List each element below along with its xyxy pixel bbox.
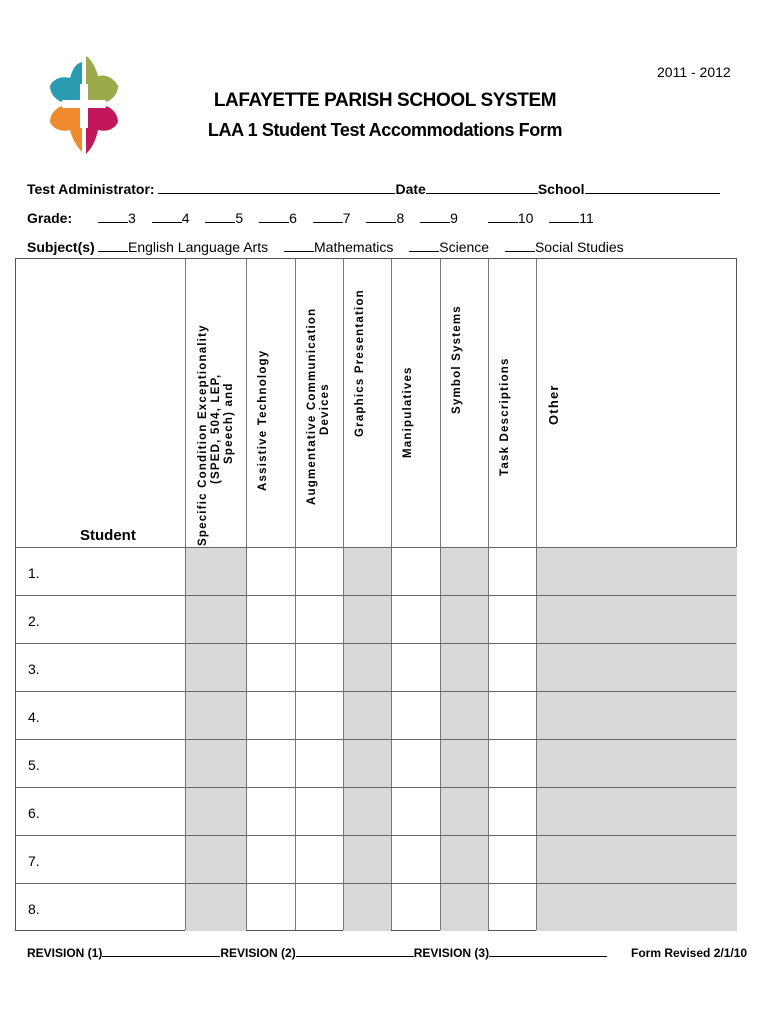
grade-10-field[interactable] xyxy=(488,210,518,223)
subjects-label: Subject(s) xyxy=(27,239,95,255)
col-header-symbol-systems: Symbol Systems xyxy=(451,305,463,414)
row-divider xyxy=(16,595,736,596)
revision-3-label: REVISION (3) xyxy=(413,946,490,960)
subject-science-field[interactable] xyxy=(409,239,439,252)
grade-6-label: 6 xyxy=(289,210,297,226)
revision-1-label: REVISION (1) xyxy=(27,946,103,960)
grade-7-field[interactable] xyxy=(313,210,343,223)
form-revised-date: Form Revised 2/1/10 xyxy=(631,946,748,960)
date-field[interactable] xyxy=(426,181,538,194)
grade-7-label: 7 xyxy=(342,210,351,226)
col-header-other: Other xyxy=(546,384,561,425)
col-header-manipulatives: Manipulatives xyxy=(402,366,414,458)
grade-6-field[interactable] xyxy=(259,210,289,223)
school-field[interactable] xyxy=(585,181,720,194)
grade-8-field[interactable] xyxy=(366,210,396,223)
grade-3-label: 3 xyxy=(128,210,136,226)
page-subtitle: LAA 1 Student Test Accommodations Form xyxy=(207,120,563,140)
school-year: 2011 - 2012 xyxy=(657,64,731,80)
subject-social-studies-label: Social Studies xyxy=(534,239,624,255)
grade-4-label: 4 xyxy=(181,210,190,226)
student-column-header: Student xyxy=(80,527,136,544)
grade-3-field[interactable] xyxy=(98,210,128,223)
row-number-2: 2. xyxy=(28,613,40,629)
row-number-5: 5. xyxy=(28,757,40,773)
row-number-4: 4. xyxy=(28,709,40,725)
accommodations-table xyxy=(15,258,737,931)
col-header-graphics-presentation: Graphics Presentation xyxy=(354,289,366,437)
revision-footer xyxy=(27,946,607,960)
revision-1-field[interactable] xyxy=(102,946,220,957)
row-number-8: 8. xyxy=(28,901,40,917)
subject-social-studies-field[interactable] xyxy=(505,239,535,252)
grade-10-label: 10 xyxy=(517,210,534,226)
subject-science-label: Science xyxy=(439,239,490,255)
school-label: School xyxy=(537,181,585,197)
row-divider xyxy=(16,643,736,644)
row-number-6: 6. xyxy=(28,805,40,821)
subject-math-field[interactable] xyxy=(284,239,314,252)
row-divider xyxy=(16,787,736,788)
subject-options xyxy=(98,239,624,255)
row-number-1: 1. xyxy=(28,565,40,581)
col-header-task-descriptions: Task Descriptions xyxy=(499,357,511,476)
admin-row xyxy=(27,181,720,197)
grade-8-label: 8 xyxy=(396,210,405,226)
row-divider xyxy=(16,739,736,740)
row-divider xyxy=(16,547,736,548)
col-header-specific-condition: Specific Condition Exceptionality (SPED, 504, LEP, Speech) and xyxy=(197,324,235,546)
row-divider xyxy=(16,883,736,884)
date-label: Date xyxy=(395,181,426,197)
col-header-augmentative-communication: Augmentative Communication Devices xyxy=(306,307,331,505)
subject-ela-field[interactable] xyxy=(98,239,128,252)
col-header-assistive-technology: Assistive Technology xyxy=(257,349,269,491)
row-divider xyxy=(16,835,736,836)
subject-ela-label: English Language Arts xyxy=(128,239,269,255)
revision-2-field[interactable] xyxy=(296,946,414,957)
subject-math-label: Mathematics xyxy=(314,239,394,255)
row-number-7: 7. xyxy=(28,853,40,869)
grade-4-field[interactable] xyxy=(152,210,182,223)
test-administrator-field[interactable] xyxy=(158,181,395,194)
revision-2-label: REVISION (2) xyxy=(220,946,296,960)
grade-9-field[interactable] xyxy=(420,210,450,223)
grade-11-field[interactable] xyxy=(549,210,579,223)
row-divider xyxy=(16,691,736,692)
revision-3-field[interactable] xyxy=(489,946,607,957)
grade-options xyxy=(98,210,594,226)
grade-11-label: 11 xyxy=(579,210,594,226)
grade-5-field[interactable] xyxy=(205,210,235,223)
grade-label: Grade: xyxy=(27,210,73,226)
test-administrator-label: Test Administrator: xyxy=(27,181,155,197)
page-title: LAFAYETTE PARISH SCHOOL SYSTEM xyxy=(213,90,557,111)
row-number-3: 3. xyxy=(28,661,40,677)
grade-9-label: 9 xyxy=(450,210,458,226)
grade-5-label: 5 xyxy=(235,210,244,226)
